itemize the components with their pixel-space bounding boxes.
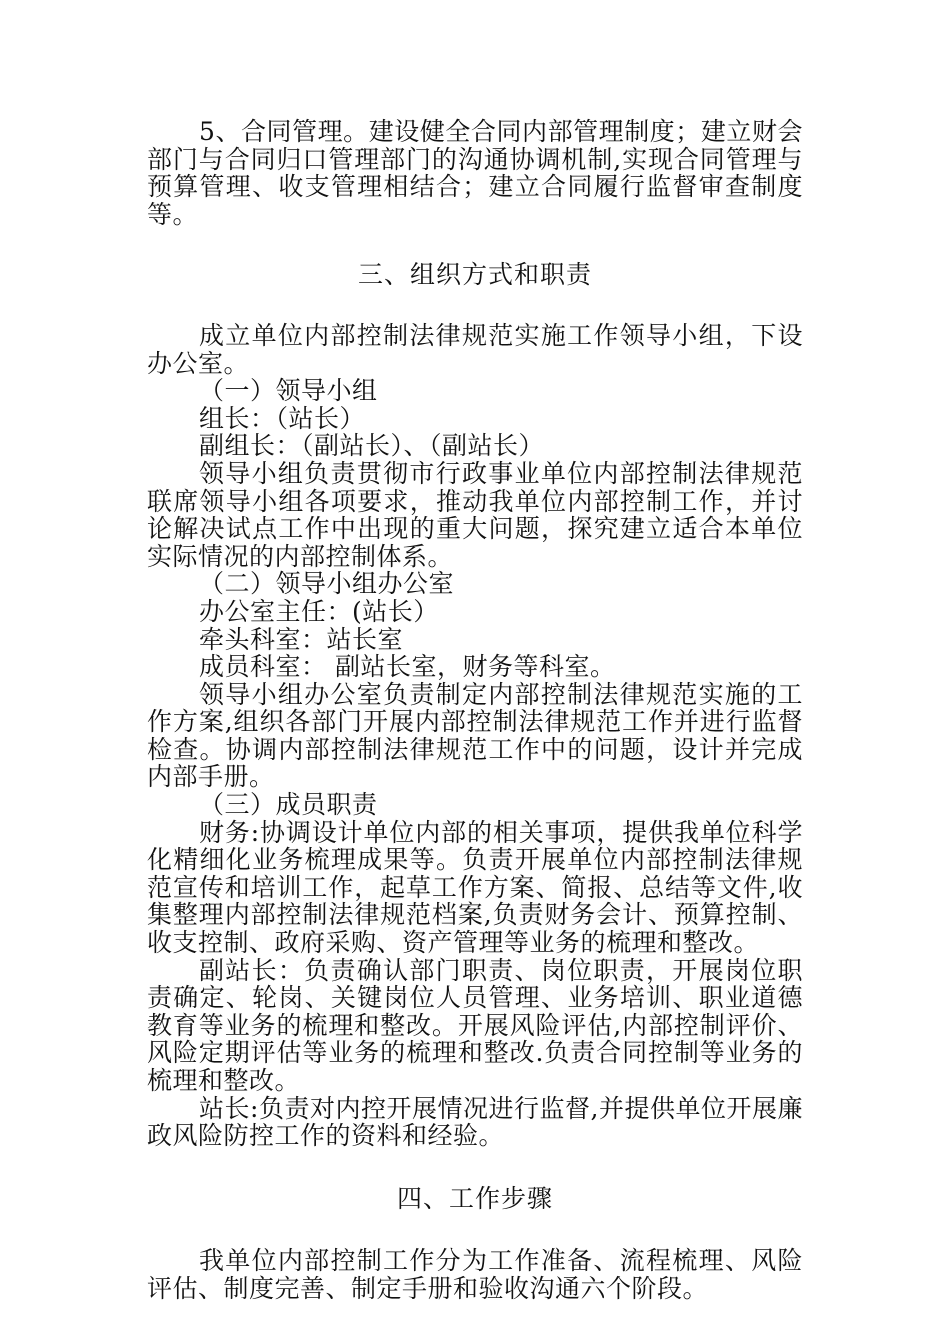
office-director-line: 办公室主任：(站长）: [199, 596, 439, 626]
paragraph-finance-duty: 财务:协调设计单位内部的相关事项，提供我单位科学化精细化业务梳理成果等。负责开展单位内部控制法律规范宣传和培训工作，起草工作方案、简报、总结等文件,收集整理内部控制法律规范档案,负责财务会计、预算控制、收支控制、政府采购、资产管理等业务的梳理和整改。: [147, 817, 803, 958]
paragraph-director-duty: 站长:负责对内控开展情况进行监督,并提供单位开展廉政风险防控工作的资料和经验。: [147, 1093, 803, 1151]
section-heading-organization: 三、组织方式和职责: [357, 260, 592, 290]
paragraph-contract-management: 5、合同管理。建设健全合同内部管理制度；建立财会部门与合同归口管理部门的沟通协调机制,实现合同管理与预算管理、收支管理相结合；建立合同履行监督审查制度等。: [147, 117, 803, 229]
subheading-member-duties: （三）成员职责: [199, 790, 378, 820]
member-departments-line: 成员科室： 副站长室，财务等科室。: [199, 652, 616, 682]
document-page: [147, 118, 803, 1303]
paragraph-group-duty: 领导小组负责贯彻市行政事业单位内部控制法律规范联席领导小组各项要求，推动我单位内部控制工作，并讨论解决试点工作中出现的重大问题，探究建立适合本单位实际情况的内部控制体系。: [147, 458, 803, 571]
paragraph-vice-director-duty: 副站长：负责确认部门职责、岗位职责，开展岗位职责确定、轮岗、关键岗位人员管理、业务培训、职业道德教育等业务的梳理和整改。开展风险评估,内部控制评价、风险定期评估等业务的梳理和整改.负责合同控制等业务的梳理和整改。: [147, 955, 803, 1095]
paragraph-leading-group-intro: 成立单位内部控制法律规范实施工作领导小组，下设办公室。: [147, 320, 803, 378]
section-heading-work-steps: 四、工作步骤: [396, 1183, 553, 1213]
lead-department-line: 牵头科室：站长室: [199, 624, 404, 654]
paragraph-office-duty: 领导小组办公室负责制定内部控制法律规范实施的工作方案,组织各部门开展内部控制法律规范工作并进行监督检查。协调内部控制法律规范工作中的问题，设计并完成内部手册。: [147, 679, 803, 792]
subheading-group-office: （二）领导小组办公室: [199, 569, 455, 599]
vice-leader-line: 副组长：（副站长）、（副站长）: [199, 431, 545, 461]
leader-line: 组长：（站长）: [199, 403, 366, 433]
subheading-leading-group: （一）领导小组: [199, 376, 378, 406]
paragraph-work-steps: 我单位内部控制工作分为工作准备、流程梳理、风险评估、制度完善、制定手册和验收沟通六个阶段。: [147, 1246, 803, 1303]
